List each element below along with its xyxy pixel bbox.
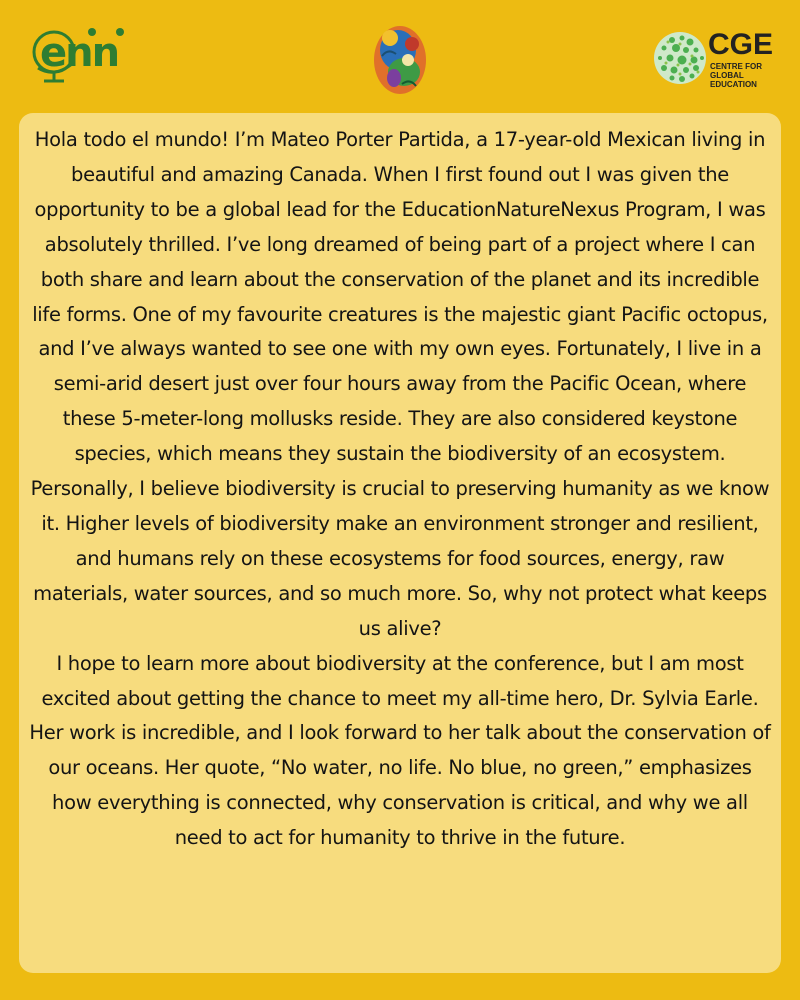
center-logo bbox=[368, 20, 432, 96]
nature-collage-icon bbox=[368, 20, 432, 96]
cge-logo bbox=[652, 28, 792, 88]
story-paragraph-2: I hope to learn more about biodiversity at the conference, but I am most excited about getting the chance to meet my all-time hero, Dr. Sylvia Earle. Her work is incredible, and I look forward to her talk about the conservation of our oceans. Her quote, “No water, no life. No blue, no green,” emphasizes how everything is connected, why conservation is critical, and why we all need to act for humanity to thrive in the future. bbox=[29, 651, 771, 850]
cge-subtitle: CENTRE FOR GLOBAL EDUCATION bbox=[710, 62, 762, 89]
enn-logo-text: enn bbox=[40, 30, 119, 76]
story-card bbox=[19, 113, 781, 973]
story-paragraph-1: Hola todo el mundo! I’m Mateo Porter Partida, a 17-year-old Mexican living in beautiful and amazing Canada. When I first found out I was given the opportunity to be a global lead for the EducationNatureNexus Program, I was absolutely thrilled. I’ve long dreamed of being part of a project where I can both share and learn about the conservation of the planet and its incredible life forms. One of my favourite creatures is the majestic giant Pacific octopus, and I’ve always wanted to see one with my own eyes. Fortunately, I live in a semi-arid desert just over four hours away from the Pacific Ocean, where these 5-meter-long mollusks reside. They are also considered keystone species, which means they sustain the biodiversity of an ecosystem. Personally, I believe biodiversity is crucial to preserving humanity as we know it. Higher levels of biodiversity make an environment stronger and resilient, and humans rely on these ecosystems for food sources, energy, raw materials, water sources, and so much more. So, why not protect what keeps us alive? bbox=[30, 128, 770, 640]
enn-logo bbox=[28, 24, 148, 84]
cge-title: CGE bbox=[708, 28, 774, 61]
story-text bbox=[29, 123, 771, 856]
header bbox=[0, 0, 800, 112]
dotted-globe-icon bbox=[652, 30, 708, 86]
